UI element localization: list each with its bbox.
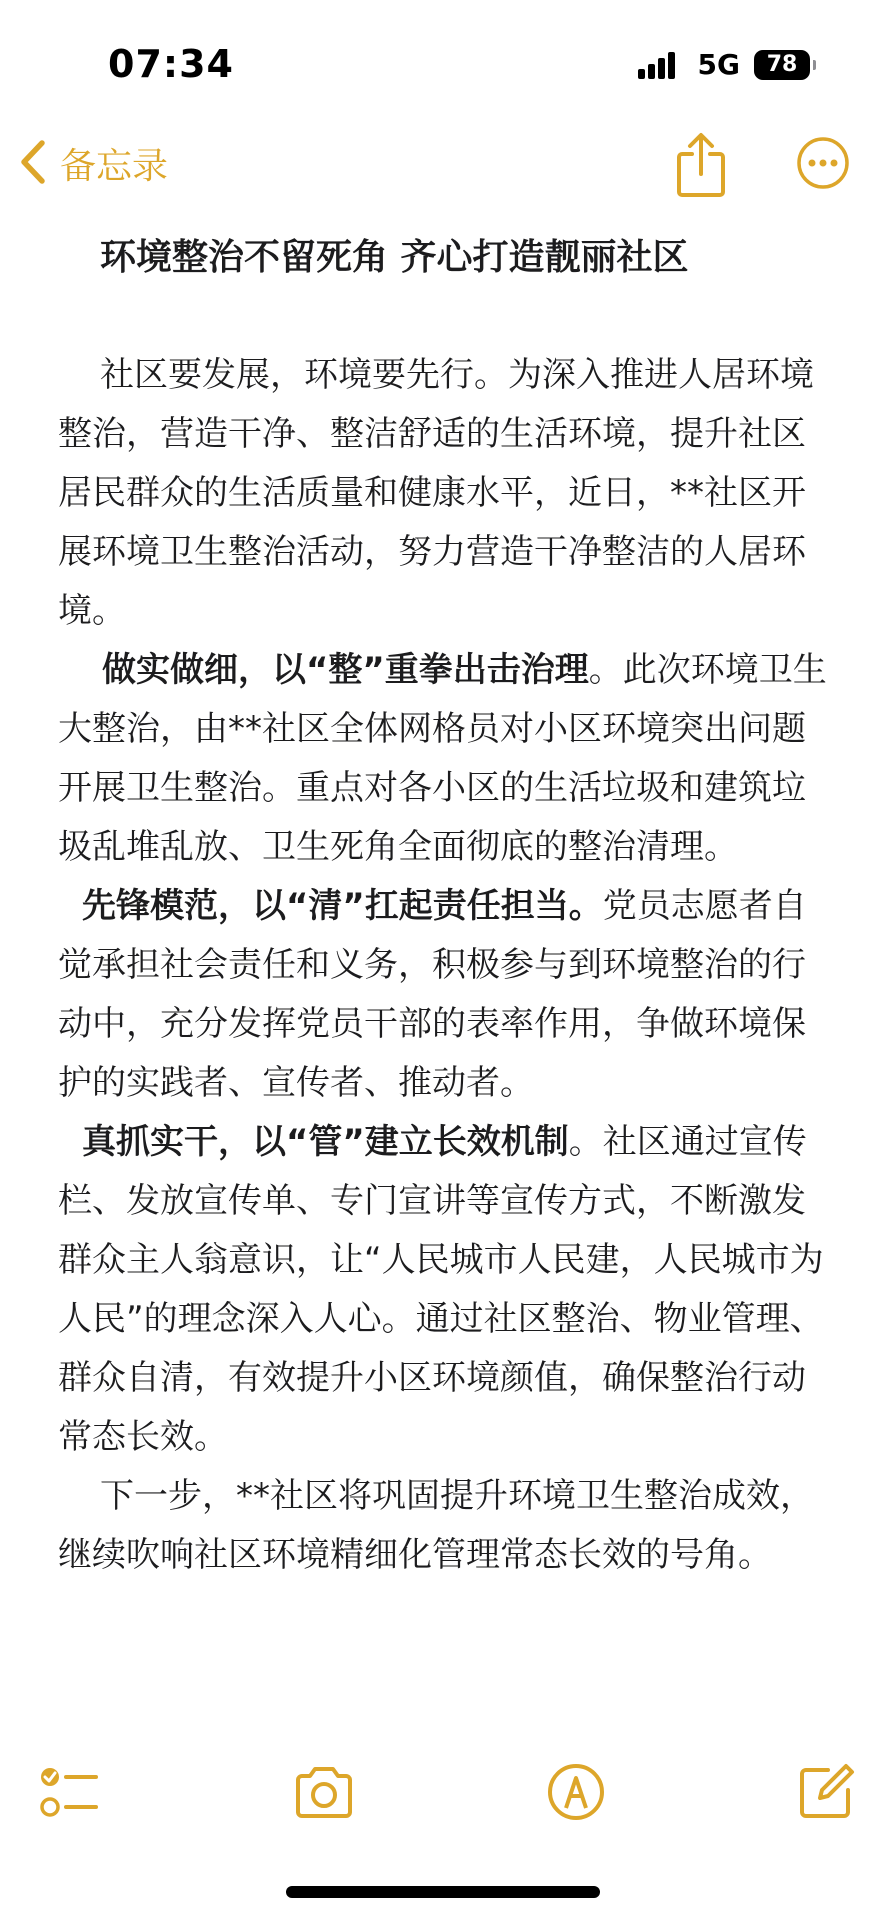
note-paragraph <box>58 1113 828 1467</box>
back-button[interactable] <box>18 138 168 189</box>
chevron-left-icon <box>18 139 48 189</box>
checklist-icon <box>38 1760 102 1824</box>
paragraph-body: 。此次环境卫生大整治，由**社区全体网格员对小区环境突出问题开展卫生整治。重点对各小区的生活垃圾和建筑垃圾乱堆乱放、卫生死角全面彻底的整治清理。 <box>58 650 827 867</box>
battery-icon <box>754 50 810 80</box>
paragraph-body: 下一步，**社区将巩固提升环境卫生整治成效，继续吹响社区环境精细化管理常态长效的号角。 <box>58 1476 814 1575</box>
bottom-toolbar <box>0 1760 886 1840</box>
note-paragraph <box>58 877 828 1113</box>
signal-icon <box>638 51 684 79</box>
note-paragraph <box>58 346 828 641</box>
markup-icon <box>544 1760 608 1824</box>
note-paragraph <box>58 641 828 877</box>
note-paragraph <box>58 1467 828 1585</box>
markup-button[interactable] <box>544 1760 608 1824</box>
paragraph-body: 社区要发展，环境要先行。为深入推进人居环境整治，营造干净、整洁舒适的生活环境，提升社区居民群众的生活质量和健康水平，近日，**社区开展环境卫生整治活动，努力营造干净整洁的人居环境。 <box>58 355 814 631</box>
share-button[interactable] <box>672 130 730 200</box>
checklist-button[interactable] <box>38 1760 102 1824</box>
home-indicator[interactable] <box>286 1886 600 1898</box>
nav-bar <box>0 130 886 210</box>
share-icon <box>672 185 730 204</box>
battery-level: 78 <box>766 52 798 77</box>
more-button[interactable] <box>796 136 850 190</box>
paragraph-lead: 做实做细，以“整”重拳出击治理 <box>102 650 589 690</box>
battery-cap <box>813 60 816 70</box>
camera-icon <box>292 1760 356 1824</box>
status-bar <box>0 0 886 120</box>
paragraph-lead: 先锋模范，以“清”扛起责任担当。 <box>82 886 603 926</box>
status-indicators <box>638 48 810 81</box>
compose-icon <box>794 1760 858 1824</box>
note-title: 环境整治不留死角 齐心打造靓丽社区 <box>100 237 689 278</box>
note-content[interactable] <box>58 228 828 1585</box>
back-label: 备忘录 <box>60 146 169 187</box>
paragraph-lead: 真抓实干，以“管”建立长效机制 <box>82 1122 569 1162</box>
compose-button[interactable] <box>794 1760 858 1824</box>
paragraph-body: 。社区通过宣传栏、发放宣传单、专门宣讲等宣传方式，不断激发群众主人翁意识，让“人民城市人民建，人民城市为人民”的理念深入人心。通过社区整治、物业管理、群众自清，有效提升小区环境颜值，确保整治行动常态长效。 <box>58 1122 824 1457</box>
status-time: 07:34 <box>108 42 234 86</box>
more-icon <box>796 175 850 194</box>
camera-button[interactable] <box>292 1760 356 1824</box>
network-label: 5G <box>697 48 740 81</box>
paragraph-body: 党员志愿者自觉承担社会责任和义务，积极参与到环境整治的行动中，充分发挥党员干部的表率作用，争做环境保护的实践者、宣传者、推动者。 <box>58 886 807 1103</box>
